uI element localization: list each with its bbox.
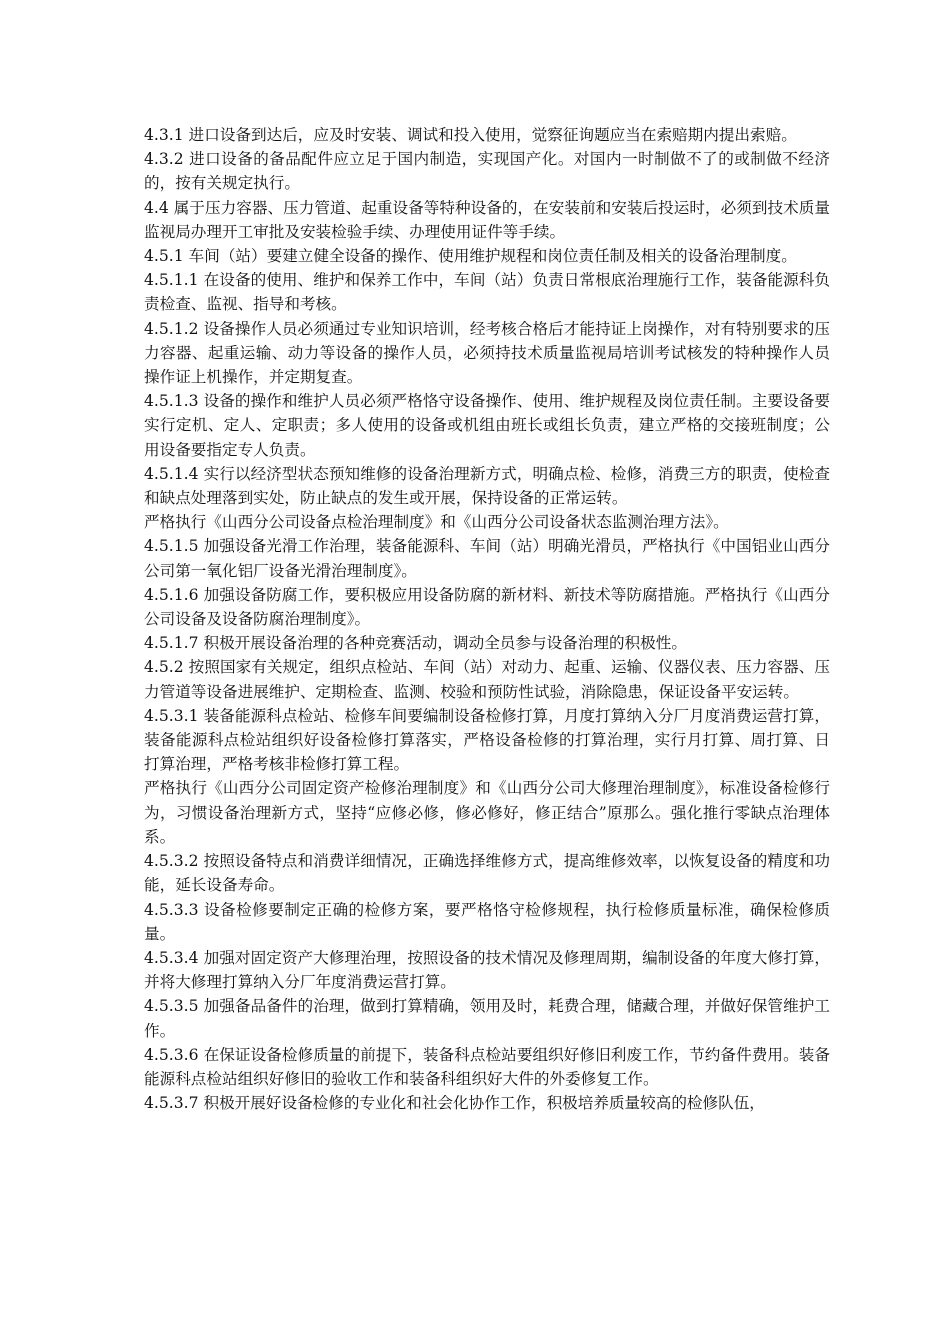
paragraph-4-5-3-6: 4.5.3.6 在保证设备检修质量的前提下，装备科点检站要组织好修旧利废工作，节约备件费用。装备能源科点检站组织好修旧的验收工作和装备科组织好大件的外委修复工作。 bbox=[144, 1045, 830, 1088]
paragraph-4-3-2: 4.3.2 进口设备的备品配件应立足于国内制造，实现国产化。对国内一时制做不了的或制做不经济的，按有关规定执行。 bbox=[144, 150, 830, 193]
paragraph-4-5-1-1: 4.5.1.1 在设备的使用、维护和保养工作中，车间（站）负责日常根底治理施行工作，装备能源科负责检查、监视、指导和考核。 bbox=[144, 271, 830, 314]
paragraph-4-5-1: 4.5.1 车间（站）要建立健全设备的操作、使用维护规程和岗位责任制及相关的设备治理制度。 bbox=[144, 247, 797, 266]
paragraph-4-5-3-4: 4.5.3.4 加强对固定资产大修理治理，按照设备的技术情况及修理周期，编制设备的年度大修打算，并将大修理打算纳入分厂年度消费运营打算。 bbox=[144, 948, 830, 992]
paragraph-4-5-2: 4.5.2 按照国家有关规定，组织点检站、车间（站）对动力、起重、运输、仪器仪表、压力容器、压力管道等设备进展维护、定期检查、监测、校验和预防性试验，消除隐患，保证设备平安运转。 bbox=[144, 658, 830, 701]
paragraph-4-5-3-1: 4.5.3.1 装备能源科点检站、检修车间要编制设备检修打算，月度打算纳入分厂月度消费运营打算，装备能源科点检站组织好设备检修打算落实，严格设备检修的打算治理，实行月打算、周打算、日打算治理，严格考核非检修打算工程。 bbox=[144, 706, 830, 774]
document-body bbox=[144, 123, 830, 1115]
paragraph-4-3-1: 4.3.1 进口设备到达后，应及时安装、调试和投入使用，觉察征询题应当在索赔期内提出索赔。 bbox=[144, 126, 797, 144]
paragraph-4-5-1-4: 4.5.1.4 实行以经济型状态预知维修的设备治理新方式，明确点检、检修，消费三方的职责，使检查和缺点处理落到实处，防止缺点的发生或开展，保持设备的正常运转。 bbox=[144, 464, 830, 508]
paragraph-4-5-1-5: 4.5.1.5 加强设备光滑工作治理，装备能源科、车间（站）明确光滑员，严格执行《中国铝业山西分公司第一氧化铝厂设备光滑治理制度》。 bbox=[144, 537, 830, 580]
paragraph-4-5-1-3: 4.5.1.3 设备的操作和维护人员必须严格恪守设备操作、使用、维护规程及岗位责任制。主要设备要实行定机、定人、定职责；多人使用的设备或机组由班长或组长负责，建立严格的交接班制度；公用设备要指定专人负责。 bbox=[144, 392, 830, 459]
paragraph-overhaul-rules: 严格执行《山西分公司固定资产检修治理制度》和《山西分公司大修理治理制度》，标准设备检修行为，习惯设备治理新方式，坚持“应修必修，修必修好，修正结合”原那么。强化推行零缺点治理体系。 bbox=[144, 779, 830, 846]
paragraph-4-4: 4.4 属于压力容器、压力管道、起重设备等特种设备的，在安装前和安装后投运时，必须到技术质量监视局办理开工审批及安装检验手续、办理使用证件等手续。 bbox=[144, 198, 830, 241]
paragraph-4-5-3-3: 4.5.3.3 设备检修要制定正确的检修方案，要严格恪守检修规程，执行检修质量标准，确保检修质量。 bbox=[144, 900, 830, 943]
paragraph-4-5-3-5: 4.5.3.5 加强备品备件的治理，做到打算精确，领用及时，耗费合理，储藏合理，并做好保管维护工作。 bbox=[144, 997, 830, 1040]
paragraph-inspection-rules: 严格执行《山西分公司设备点检治理制度》和《山西分公司设备状态监测治理方法》。 bbox=[144, 513, 729, 532]
paragraph-4-5-3-7: 4.5.3.7 积极开展好设备检修的专业化和社会化协作工作，积极培养质量较高的检修队伍， bbox=[144, 1094, 765, 1113]
paragraph-4-5-1-2: 4.5.1.2 设备操作人员必须通过专业知识培训，经考核合格后才能持证上岗操作，对有特别要求的压力容器、起重运输、动力等设备的操作人员，必须持技术质量监视局培训考试核发的特种操作人员操作证上机操作，并定期复查。 bbox=[144, 319, 830, 387]
paragraph-4-5-1-6: 4.5.1.6 加强设备防腐工作，要积极应用设备防腐的新材料、新技术等防腐措施。严格执行《山西分公司设备及设备防腐治理制度》。 bbox=[144, 585, 830, 629]
paragraph-4-5-3-2: 4.5.3.2 按照设备特点和消费详细情况，正确选择维修方式，提高维修效率，以恢复设备的精度和功能，延长设备寿命。 bbox=[144, 852, 830, 895]
paragraph-4-5-1-7: 4.5.1.7 积极开展设备治理的各种竞赛活动，调动全员参与设备治理的积极性。 bbox=[144, 634, 687, 653]
